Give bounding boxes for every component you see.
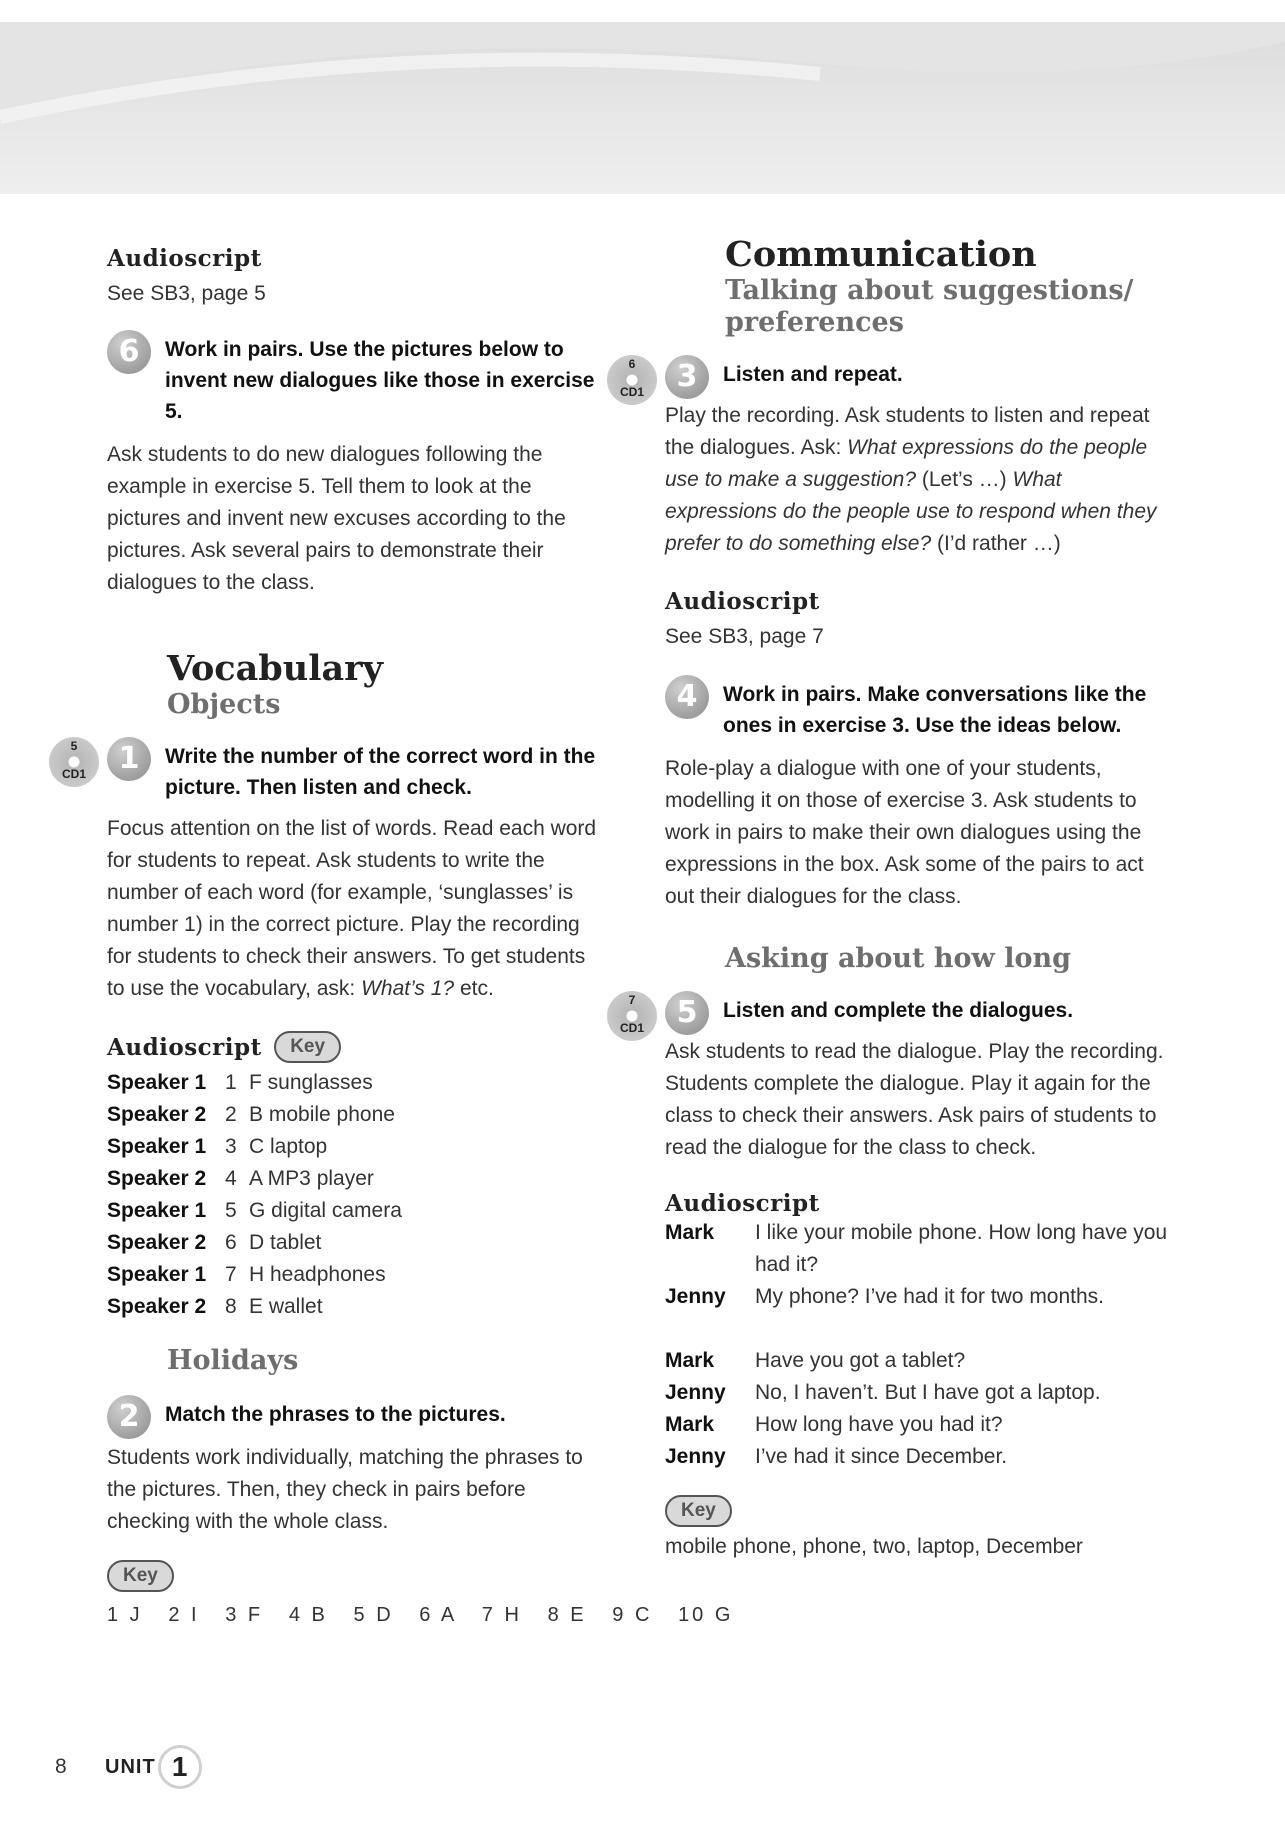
banner-swoosh <box>0 22 1285 194</box>
section-title: Vocabulary <box>167 648 383 689</box>
exercise-number: 6 <box>107 330 151 374</box>
unit-number: 1 <box>158 1745 202 1789</box>
cd-track-number: 7 <box>628 993 636 1007</box>
dialogue-line: No, I haven’t. But I have got a laptop. <box>755 1381 1101 1404</box>
audioscript-heading: Audioscript <box>665 588 820 615</box>
speaker-row <box>107 1291 597 1323</box>
item-text: E wallet <box>249 1295 323 1318</box>
item-number: 7 <box>225 1263 237 1286</box>
exercise-instruction: Listen and repeat. <box>723 363 903 386</box>
holidays-heading-block <box>107 1345 597 1377</box>
section-title: Communication <box>725 234 1037 275</box>
dialogue-line: I’ve had it since December. <box>755 1445 1008 1468</box>
exercise-body: Focus attention on the list of words. Read each word for students to repeat. Ask students to write the number of each word (for example, ‘sunglasses’ is number 1) in the correct picture. Play the recording for students to check their answers. To get students to use the vocabulary, ask: What’s 1? etc. <box>107 817 597 1000</box>
exercise-body: Play the recording. Ask students to listen and repeat the dialogues. Ask: What expressions do the people use to make a suggestion? (Let’s …) What expressions do the people use to respond when they prefer to do something else? (I’d rather …) <box>665 404 1157 555</box>
item-text: D tablet <box>249 1231 322 1254</box>
item-number: 8 <box>225 1295 237 1318</box>
section-subtitle: Holidays <box>167 1345 299 1376</box>
dialogue-speaker: Jenny <box>665 1445 726 1468</box>
audioscript-text: See SB3, page 7 <box>665 625 824 648</box>
exercise-instruction: Work in pairs. Use the pictures below to invent new dialogues like those in exercise 5. <box>165 338 595 423</box>
exercise-instruction: Match the phrases to the pictures. <box>165 1403 506 1426</box>
speaker-row <box>107 1099 597 1131</box>
key-block <box>665 1495 1175 1563</box>
dialogue-speaker: Jenny <box>665 1285 726 1308</box>
exercise-instruction: Listen and complete the dialogues. <box>723 999 1074 1022</box>
dialogue-speaker: Jenny <box>665 1381 726 1404</box>
right-column <box>619 234 1175 1563</box>
audioscript-text: See SB3, page 5 <box>107 282 266 305</box>
cd-icon <box>607 991 657 1041</box>
speaker-label: Speaker 2 <box>107 1167 207 1190</box>
dialogue-speaker: Mark <box>665 1221 715 1244</box>
speaker-row <box>107 1259 597 1291</box>
key-block <box>107 1560 734 1630</box>
speaker-row <box>107 1163 597 1195</box>
item-text: G digital camera <box>249 1199 402 1222</box>
dialogue-line: My phone? I’ve had it for two months. <box>755 1285 1105 1308</box>
audioscript-heading: Audioscript <box>107 245 262 272</box>
speaker-label: Speaker 1 <box>107 1071 207 1094</box>
dialogue-line: I like your mobile phone. How long have you had it? <box>755 1221 1168 1276</box>
key-badge: Key <box>107 1560 174 1592</box>
cd-icon <box>49 737 99 787</box>
speaker-row <box>107 1195 597 1227</box>
cd-label: CD1 <box>619 385 644 399</box>
asking-heading-block <box>665 943 1175 975</box>
dialogue-speaker: Mark <box>665 1349 715 1372</box>
item-text: A MP3 player <box>249 1167 374 1190</box>
speaker-label: Speaker 2 <box>107 1103 207 1126</box>
exercise-4 <box>665 679 1175 741</box>
exercise-body: Role-play a dialogue with one of your students, modelling it on those of exercise 3. Ask students to work in pairs to make their own dialogues using the expressions in the box. Ask some of the pairs to act out their dialogues for the class. <box>665 757 1144 908</box>
item-text: H headphones <box>249 1263 386 1286</box>
speaker-label: Speaker 1 <box>107 1135 207 1158</box>
item-text: C laptop <box>249 1135 328 1158</box>
key-badge: Key <box>274 1031 341 1063</box>
exercise-5 <box>619 993 1175 1035</box>
speaker-list <box>107 1067 597 1323</box>
exercise-instruction: Write the number of the correct word in the picture. Then listen and check. <box>165 745 596 799</box>
item-number: 3 <box>225 1135 237 1158</box>
key-answers: mobile phone, phone, two, laptop, December <box>665 1535 1083 1558</box>
exercise-body: Ask students to read the dialogue. Play the recording. Students complete the dialogue. Play it again for the class to check their answers. Ask pairs of students to read the dialogue for the class to check. <box>665 1040 1164 1159</box>
audioscript-heading: Audioscript <box>107 1033 262 1061</box>
speaker-row <box>107 1131 597 1163</box>
key-answers: 1 J 2 I 3 F 4 B 5 D 6 A 7 H 8 E 9 C 10 G <box>107 1604 734 1626</box>
item-number: 2 <box>225 1103 237 1126</box>
item-text: F sunglasses <box>249 1071 373 1094</box>
key-badge: Key <box>665 1495 732 1527</box>
cd-track-number: 5 <box>70 739 78 753</box>
page-number: 8 <box>55 1755 67 1778</box>
item-number: 1 <box>225 1071 237 1094</box>
speaker-row <box>107 1067 597 1099</box>
dialogue-speaker: Mark <box>665 1413 715 1436</box>
vocabulary-heading-block <box>107 649 597 721</box>
exercise-number: 2 <box>107 1395 151 1439</box>
page-footer <box>55 1745 202 1789</box>
exercise-6 <box>107 334 597 427</box>
section-subtitle: Asking about how long <box>725 943 1071 974</box>
item-text: B mobile phone <box>249 1103 395 1126</box>
speaker-label: Speaker 1 <box>107 1263 207 1286</box>
cd-label: CD1 <box>619 1021 644 1035</box>
speaker-label: Speaker 2 <box>107 1295 207 1318</box>
exercise-number: 3 <box>665 355 709 399</box>
item-number: 4 <box>225 1167 237 1190</box>
exercise-3 <box>619 357 1175 399</box>
speaker-label: Speaker 2 <box>107 1231 207 1254</box>
item-number: 6 <box>225 1231 237 1254</box>
speaker-label: Speaker 1 <box>107 1199 207 1222</box>
exercise-1 <box>61 739 597 803</box>
exercise-body: Ask students to do new dialogues following the example in exercise 5. Tell them to look at the pictures and invent new excuses according to the pictures. Ask several pairs to demonstrate their dialogues to the class. <box>107 443 566 594</box>
header-banner <box>0 22 1285 194</box>
communication-heading-block <box>665 235 1175 339</box>
exercise-number: 5 <box>665 991 709 1035</box>
cd-icon <box>607 355 657 405</box>
exercise-number: 1 <box>107 737 151 781</box>
dialogue-line: How long have you had it? <box>755 1413 1003 1436</box>
unit-label: UNIT <box>105 1755 156 1778</box>
dialogue-line: Have you got a tablet? <box>755 1349 966 1372</box>
cd-label: CD1 <box>61 767 86 781</box>
audioscript-heading: Audioscript <box>665 1190 820 1217</box>
section-subtitle: Objects <box>167 689 281 720</box>
dialogue-2 <box>665 1345 1175 1473</box>
exercise-instruction: Work in pairs. Make conversations like the ones in exercise 3. Use the ideas below. <box>723 683 1147 737</box>
audioscript-key-block <box>107 1031 597 1323</box>
speaker-row <box>107 1227 597 1259</box>
exercise-number: 4 <box>665 675 709 719</box>
cd-track-number: 6 <box>628 357 636 371</box>
section-subtitle: Talking about suggestions/ preferences <box>725 275 1134 338</box>
exercise-body: Students work individually, matching the phrases to the pictures. Then, they check in pairs before checking with the whole class. <box>107 1446 583 1533</box>
item-number: 5 <box>225 1199 237 1222</box>
dialogue-1 <box>665 1217 1175 1313</box>
exercise-2 <box>107 1399 597 1434</box>
